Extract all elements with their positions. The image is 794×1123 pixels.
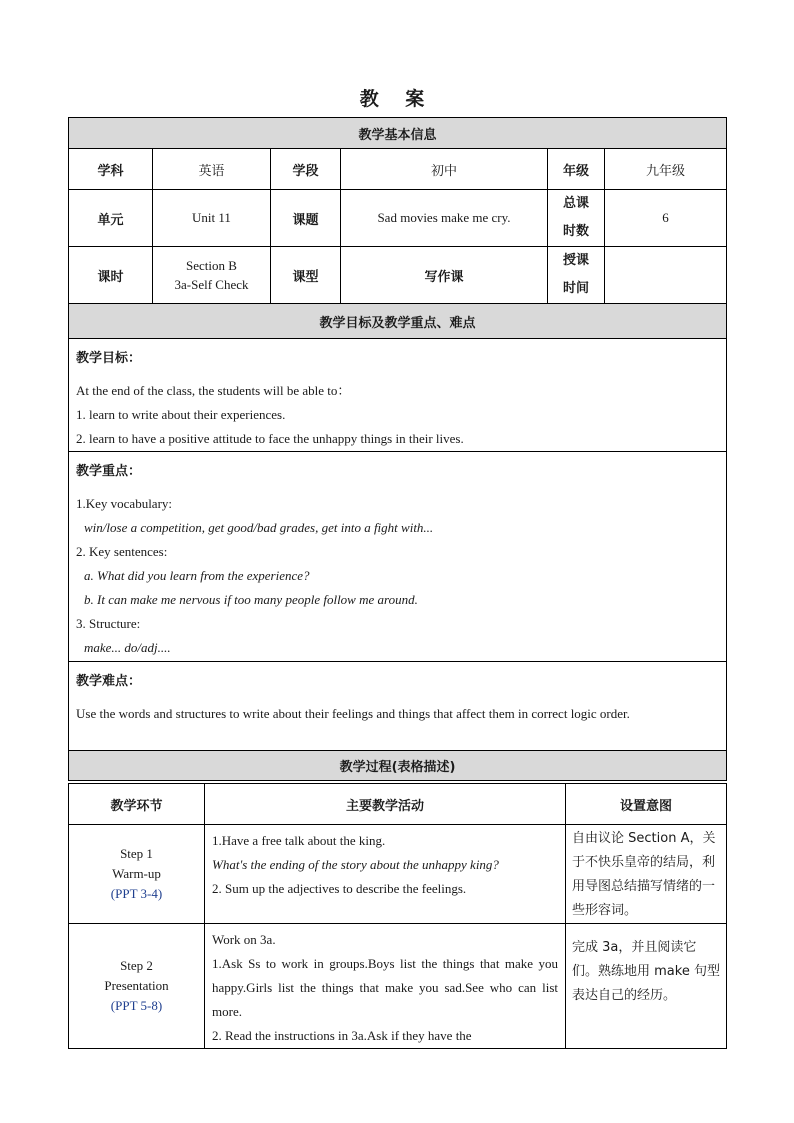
step-2-activity xyxy=(205,924,566,1049)
lesson-plan-table xyxy=(68,117,727,781)
key-points-title: 教学重点： xyxy=(76,464,142,479)
step-2-name: Step 2 xyxy=(120,958,153,973)
goal-1: 1. learn to write about their experiences. xyxy=(76,407,286,422)
step-2-ppt: (PPT 5-8) xyxy=(110,998,163,1013)
period-value-line1: Section B xyxy=(186,258,237,273)
key-sentence-b: b. It can make me nervous if too many people follow me around. xyxy=(84,592,418,607)
key-vocabulary-items: win/lose a competition, get good/bad grades, get into a fight with... xyxy=(84,520,434,535)
topic-label: 课题 xyxy=(271,190,341,247)
structure-label: 3. Structure: xyxy=(76,616,141,631)
step-1-activity xyxy=(205,825,566,924)
objectives-header: 教学目标及教学重点、难点 xyxy=(69,304,727,339)
step-2-activity-line1: Work on 3a. xyxy=(212,932,276,947)
topic-value: Sad movies make me cry. xyxy=(341,190,548,247)
step-2-label: Presentation xyxy=(104,978,169,993)
goal-intro: At the end of the class, the students will be able to： xyxy=(76,383,351,398)
unit-label: 单元 xyxy=(69,190,153,247)
process-table xyxy=(68,783,727,1049)
grade-label: 年级 xyxy=(548,149,605,190)
teaching-time-label xyxy=(548,247,605,304)
total-hours-value: 6 xyxy=(605,190,727,247)
subject-value: 英语 xyxy=(153,149,271,190)
key-sentence-a: a. What did you learn from the experience? xyxy=(84,568,310,583)
teaching-time-value xyxy=(605,247,727,304)
step-2-activity-line2: 1.Ask Ss to work in groups.Boys list the things that make you happy.Girls list the things that make you sad.See who can list more. xyxy=(212,956,558,1019)
step-1-activity-line1: 1.Have a free talk about the king. xyxy=(212,833,386,848)
lesson-type-value: 写作课 xyxy=(341,247,548,304)
period-label: 课时 xyxy=(69,247,153,304)
unit-value: Unit 11 xyxy=(153,190,271,247)
key-sentences-label: 2. Key sentences: xyxy=(76,544,168,559)
period-value xyxy=(153,247,271,304)
step-1-intent: 自由议论 Section A，关于不快乐皇帝的结局，利用导图总结描写情绪的一些形容词。 xyxy=(566,825,727,924)
teaching-goals-section xyxy=(69,339,727,452)
step-1-activity-line3: 2. Sum up the adjectives to describe the feelings. xyxy=(212,881,467,896)
subject-label: 学科 xyxy=(69,149,153,190)
difficulties-title: 教学难点： xyxy=(76,674,142,689)
total-hours-label xyxy=(548,190,605,247)
stage-value: 初中 xyxy=(341,149,548,190)
document-title: 教 案 xyxy=(359,88,435,110)
structure-item: make... do/adj.... xyxy=(84,640,171,655)
basic-info-header: 教学基本信息 xyxy=(69,118,727,149)
step-1-cell xyxy=(69,825,205,924)
total-hours-label-line2: 时数 xyxy=(562,224,589,239)
step-2-intent: 完成 3a，并且阅读它们。熟练地用 make 句型表达自己的经历。 xyxy=(566,924,727,1049)
process-header: 教学过程(表格描述) xyxy=(69,751,727,781)
difficulties-section xyxy=(69,662,727,751)
key-vocabulary-label: 1.Key vocabulary: xyxy=(76,496,173,511)
step-2-cell xyxy=(69,924,205,1049)
step-1-activity-line2: What's the ending of the story about the unhappy king? xyxy=(212,857,499,872)
teaching-goals-title: 教学目标： xyxy=(76,351,142,366)
period-value-line2: 3a-Self Check xyxy=(174,277,249,292)
lesson-type-label: 课型 xyxy=(271,247,341,304)
step-2-activity-line3: 2. Read the instructions in 3a.Ask if they have the xyxy=(212,1028,472,1043)
col-intent-header: 设置意图 xyxy=(566,784,727,825)
grade-value: 九年级 xyxy=(605,149,727,190)
goal-2: 2. learn to have a positive attitude to face the unhappy things in their lives. xyxy=(76,431,464,446)
step-1-name: Step 1 xyxy=(120,846,153,861)
teaching-time-label-line2: 时间 xyxy=(562,281,589,296)
total-hours-label-line1: 总课 xyxy=(562,196,589,211)
step-1-label: Warm-up xyxy=(112,866,161,881)
teaching-time-label-line1: 授课 xyxy=(562,253,589,268)
col-activity-header: 主要教学活动 xyxy=(205,784,566,825)
stage-label: 学段 xyxy=(271,149,341,190)
key-points-section xyxy=(69,452,727,662)
difficulties-text: Use the words and structures to write about their feelings and things that affect them in correct logic order. xyxy=(76,706,630,721)
col-stage-header: 教学环节 xyxy=(69,784,205,825)
step-1-ppt: (PPT 3-4) xyxy=(110,886,163,901)
